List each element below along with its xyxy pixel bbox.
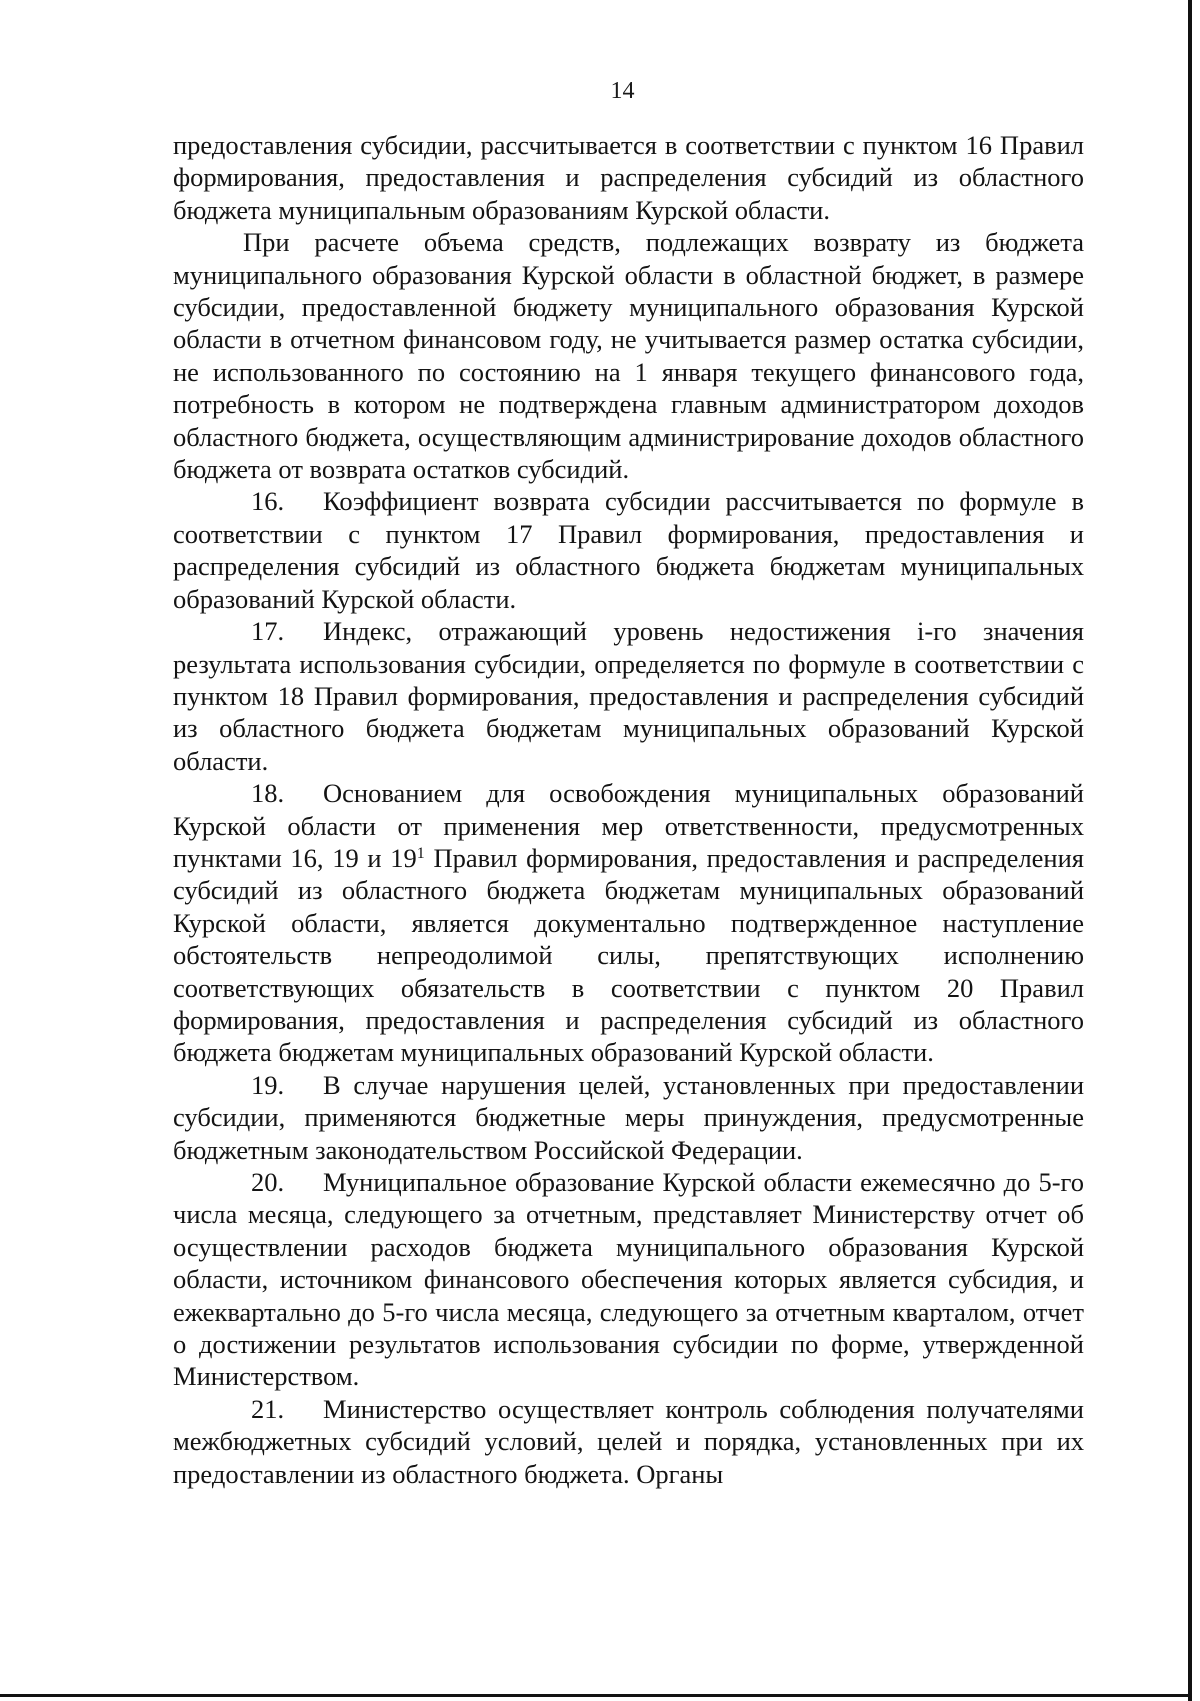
numbered-paragraph-20	[173, 1166, 1084, 1393]
paragraph-continuation	[173, 129, 1084, 226]
paragraph-number: 18.	[251, 778, 285, 809]
paragraph-text: Правил формирования, предоставления и распределения субсидий из областного бюджета бюджетам муниципальных образований Курской области, является документально подтвержденное наступление обстоятельств непреодолимой силы, препятствующих исполнению соответствующих обязательств в соответствии с пунктом 20 Правил формирования, предоставления и распределения субсидий из областного бюджета бюджетам муниципальных образований Курской области.	[173, 842, 1084, 1068]
paragraph-number: 17.	[251, 616, 285, 647]
paragraph-text: Индекс, отражающий уровень недостижения i-го значения результата использования субсидии, определяется по формуле в соответствии с пунктом 18 Правил формирования, предоставления и распределения субсидий из областного бюджета бюджетам муниципальных образований Курской области.	[173, 616, 1084, 776]
body-text	[173, 129, 1084, 1490]
paragraph-number: 19.	[251, 1069, 285, 1100]
paragraph-text: Министерство осуществляет контроль соблюдения получателями межбюджетных субсидий условий, целей и порядка, установленных при их предоставлении из областного бюджета. Органы	[173, 1393, 1084, 1489]
paragraph	[173, 226, 1084, 485]
page-number: 14	[610, 78, 635, 104]
paragraph-number: 16.	[251, 486, 285, 517]
numbered-paragraph-19	[173, 1069, 1084, 1166]
paragraph-number: 21.	[251, 1393, 285, 1424]
paragraph-text: При расчете объема средств, подлежащих возврату из бюджета муниципального образования Курской области в областной бюджет, в размере субсидии, предоставленной бюджету муниципального образования Курской области в отчетном финансовом году, не учитывается размер остатка субсидии, не использованного по состоянию на 1 января текущего финансового года, потребность в котором не подтверждена главным администратором доходов областного бюджета, осуществляющим администрирование доходов областного бюджета от возврата остатков субсидий.	[173, 227, 1084, 485]
paragraph-text: В случае нарушения целей, установленных при предоставлении субсидии, применяются бюджетные меры принуждения, предусмотренные бюджетным законодательством Российской Федерации.	[173, 1069, 1084, 1165]
paragraph-text: Коэффициент возврата субсидии рассчитывается по формуле в соответствии с пунктом 17 Правил формирования, предоставления и распределения субсидий из областного бюджета бюджетам муниципальных образований Курской области.	[173, 486, 1084, 614]
numbered-paragraph-17	[173, 615, 1084, 777]
numbered-paragraph-16	[173, 485, 1084, 615]
paragraph-text: Муниципальное образование Курской области ежемесячно до 5-го числа месяца, следующего за отчетным, представляет Министерству отчет об осуществлении расходов бюджета муниципального образования Курской области, источником финансового обеспечения которых является субсидия, и ежеквартально до 5-го числа месяца, следующего за отчетным кварталом, отчет о достижении результатов использования субсидии по форме, утвержденной Министерством.	[173, 1167, 1084, 1392]
numbered-paragraph-21	[173, 1393, 1084, 1490]
superscript: 1	[416, 844, 425, 862]
paragraph-number: 20.	[251, 1167, 285, 1197]
paragraph-text: Основанием для освобождения муниципальных образований Курской области от применения мер ответственности, предусмотренных пунктами 16, 19 и 19	[173, 778, 1084, 873]
scan-edge-right	[1188, 0, 1192, 1701]
paragraph-text: предоставления субсидии, рассчитывается в соответствии с пунктом 16 Правил формирования, предоставления и распределения субсидий из областного бюджета муниципальным образованиям Курской области.	[173, 130, 1084, 225]
numbered-paragraph-18	[173, 777, 1084, 1069]
scan-edge-bottom	[0, 1694, 1192, 1697]
